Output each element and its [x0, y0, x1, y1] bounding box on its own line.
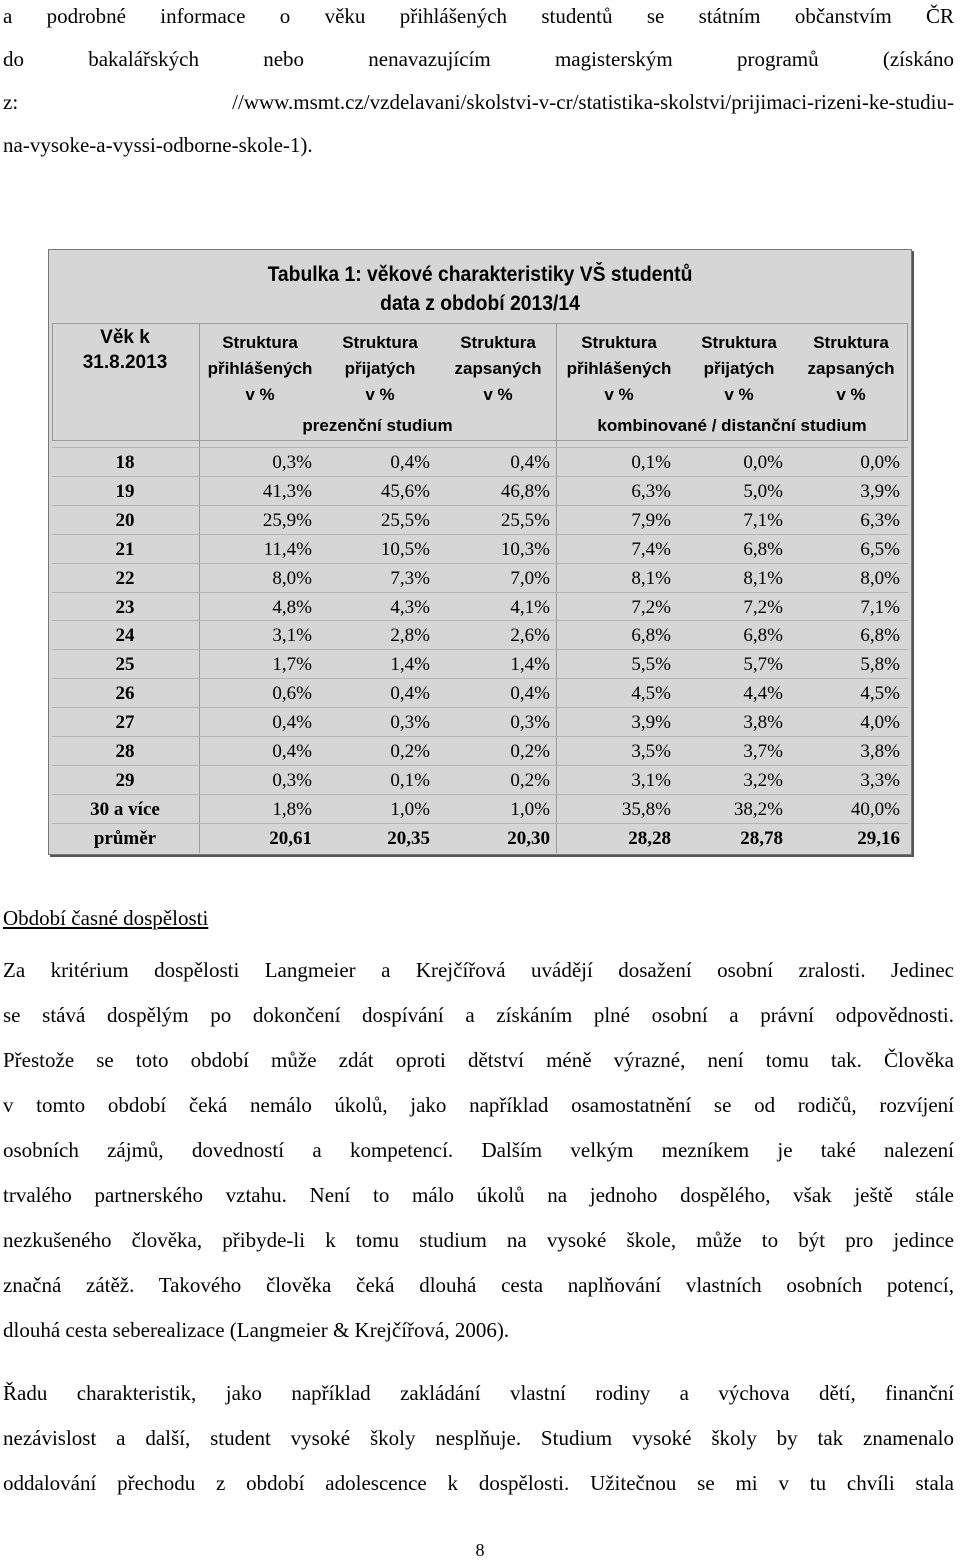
- value-cell: 5,8%: [860, 654, 900, 676]
- value-cell: 46,8%: [500, 480, 550, 502]
- value-cell: 3,8%: [860, 741, 900, 762]
- value-cell: 7,2%: [631, 596, 671, 618]
- age-cell: 28: [115, 741, 135, 762]
- value-cell: 38,2%: [733, 798, 783, 820]
- value-cell: 4,0%: [860, 712, 900, 734]
- value-cell: 35,8%: [621, 798, 671, 820]
- value-cell: 11,4%: [263, 538, 312, 560]
- value-cell: 0,6%: [272, 683, 312, 705]
- value-cell: 25,5%: [500, 509, 550, 531]
- value-cell: 4,3%: [390, 596, 430, 618]
- value-cell: 20,30: [507, 827, 550, 849]
- table-row: [52, 593, 908, 622]
- table-row: [52, 650, 908, 679]
- paragraph2-line: Řadu charakteristik, jako například zakládání vlastní rodiny a výchova dětí, finanční: [3, 1381, 954, 1405]
- value-cell: 0,1%: [390, 769, 430, 791]
- value-cell: 6,8%: [860, 625, 900, 647]
- value-cell: 3,9%: [860, 480, 900, 502]
- paragraph2-line: nezávislost a další, student vysoké školy nesplňuje. Studium vysoké školy by tak znamenalo: [3, 1426, 954, 1450]
- value-cell: 0,4%: [390, 452, 430, 473]
- table-row: [52, 448, 908, 477]
- value-cell: 25,9%: [262, 509, 312, 531]
- value-cell: 8,1%: [631, 567, 671, 589]
- age-statistics-table: [48, 249, 912, 855]
- paragraph1-line: trvalého partnerského vztahu. Není to málo úkolů na jednoho dospělého, však ještě stále: [3, 1183, 954, 1207]
- value-cell: 0,3%: [272, 769, 312, 791]
- value-cell: 28,78: [740, 827, 783, 849]
- value-cell: 1,4%: [510, 654, 550, 676]
- value-cell: 6,8%: [631, 625, 671, 647]
- value-cell: 3,8%: [743, 712, 783, 734]
- value-cell: 2,8%: [390, 625, 430, 647]
- value-cell: 7,0%: [510, 567, 550, 589]
- value-cell: 4,1%: [510, 596, 550, 618]
- table-row: [52, 737, 908, 766]
- paragraph1-line: značná zátěž. Takového člověka čeká dlouhá cesta naplňování vlastních osobních potencí,: [3, 1273, 954, 1297]
- group-label-fulltime: prezenční studium: [302, 416, 453, 435]
- value-cell: 3,1%: [272, 625, 312, 647]
- table-row: [52, 621, 908, 650]
- age-cell: 20: [115, 509, 135, 531]
- table-row: [52, 506, 908, 535]
- value-cell: 5,0%: [743, 480, 783, 502]
- table-row: [52, 795, 908, 824]
- column-header-applied-fulltime: Struktura přihlášených v %: [207, 333, 313, 404]
- age-cell: 18: [115, 452, 135, 473]
- table-row: [52, 824, 908, 853]
- value-cell: 0,4%: [390, 683, 430, 705]
- page-number: 8: [475, 1540, 485, 1560]
- age-column-header: [52, 325, 198, 375]
- table-row: [52, 766, 908, 795]
- value-cell: 8,0%: [272, 567, 312, 589]
- value-cell: 0,0%: [860, 452, 900, 473]
- value-cell: 41,3%: [262, 480, 312, 502]
- value-cell: 25,5%: [380, 509, 430, 531]
- value-cell: 0,1%: [631, 452, 671, 473]
- column-header-applied-combined: Struktura přihlášených v %: [566, 333, 672, 404]
- table-row: [52, 477, 908, 506]
- paragraph1-line: Za kritérium dospělosti Langmeier a Krejčířová uvádějí dosažení osobní zralosti. Jedinec: [3, 958, 954, 982]
- table-row: [52, 708, 908, 737]
- value-cell: 0,0%: [743, 452, 783, 473]
- paragraph1-line: nezkušeného člověka, přibyde-li k tomu studium na vysoké škole, může to být pro jedince: [3, 1228, 954, 1252]
- table-row: [52, 535, 908, 564]
- value-cell: 4,4%: [743, 683, 783, 705]
- paragraph1-line: se stává dospělým po dokončení dospívání a získáním plné osobní a právní odpovědnosti.: [3, 1003, 954, 1027]
- value-cell: 0,4%: [510, 452, 550, 473]
- age-cell: 23: [115, 596, 135, 618]
- value-cell: 7,2%: [743, 596, 783, 618]
- value-cell: 3,1%: [631, 769, 671, 791]
- value-cell: 3,5%: [631, 741, 671, 762]
- age-cell: 19: [115, 480, 135, 502]
- column-header-enrolled-combined: Struktura zapsaných v %: [807, 333, 895, 404]
- table-caption-subtitle: data z období 2013/14: [380, 292, 580, 315]
- value-cell: 20,35: [387, 827, 430, 849]
- value-cell: 3,2%: [743, 769, 783, 791]
- value-cell: 4,8%: [272, 596, 312, 618]
- value-cell: 5,5%: [631, 654, 671, 676]
- value-cell: 45,6%: [380, 480, 430, 502]
- table-row: [52, 564, 908, 593]
- value-cell: 6,3%: [631, 480, 671, 502]
- value-cell: 0,4%: [272, 712, 312, 734]
- value-cell: 1,0%: [390, 798, 430, 820]
- age-cell: 21: [115, 538, 135, 560]
- paragraph2-line: oddalování přechodu z období adolescence k dospělosti. Užitečnou se mi v tu chvíli stala: [3, 1471, 954, 1495]
- paragraph1-line: osobních zájmů, dovedností a kompetencí. Dalším velkým mezníkem je také nalezení: [3, 1138, 954, 1162]
- value-cell: 3,3%: [860, 769, 900, 791]
- age-cell: 29: [115, 769, 135, 791]
- paragraph1-line: dlouhá cesta seberealizace (Langmeier & Krejčířová, 2006).: [3, 1318, 510, 1342]
- value-cell: 7,1%: [860, 596, 900, 618]
- value-cell: 1,7%: [272, 654, 312, 676]
- value-cell: 7,4%: [631, 538, 671, 560]
- value-cell: 0,2%: [510, 741, 550, 762]
- value-cell: 0,3%: [272, 452, 312, 473]
- table-caption-title: Tabulka 1: věkové charakteristiky VŠ studentů: [267, 263, 693, 286]
- column-header-accepted-fulltime: Struktura přijatých v %: [342, 333, 418, 404]
- value-cell: 1,8%: [272, 798, 312, 820]
- section-heading: Období časné dospělosti: [3, 906, 209, 930]
- intro-line-4: na-vysoke-a-vyssi-odborne-skole-1).: [3, 133, 313, 157]
- value-cell: 29,16: [857, 827, 900, 849]
- column-header-enrolled-fulltime: Struktura zapsaných v %: [454, 333, 542, 404]
- value-cell: 0,2%: [510, 769, 550, 791]
- value-cell: 7,3%: [390, 567, 430, 589]
- value-cell: 0,4%: [272, 741, 312, 762]
- age-cell: 22: [115, 567, 135, 589]
- age-header-line2: 31.8.2013: [82, 352, 168, 373]
- age-header-line1: Věk k: [100, 327, 150, 348]
- value-cell: 1,4%: [390, 654, 430, 676]
- age-cell: 27: [115, 712, 135, 734]
- intro-line-1: a podrobné informace o věku přihlášených studentů se státním občanstvím ČR: [3, 4, 954, 28]
- age-cell: 25: [115, 654, 135, 676]
- age-cell: 30 a více: [90, 798, 160, 820]
- value-cell: 7,9%: [631, 509, 671, 531]
- group-label-combined: kombinované / distanční studium: [597, 416, 867, 435]
- value-cell: 3,7%: [743, 741, 783, 762]
- table-row: [52, 679, 908, 708]
- paragraph1-line: v tomto období čeká nemálo úkolů, jako například osamostatnění se od rodičů, rozvíjení: [3, 1093, 954, 1117]
- value-cell: 6,3%: [860, 509, 900, 531]
- value-cell: 7,1%: [743, 509, 783, 531]
- value-cell: 0,3%: [510, 712, 550, 734]
- value-cell: 2,6%: [510, 625, 550, 647]
- value-cell: 28,28: [628, 827, 671, 849]
- value-cell: 8,1%: [743, 567, 783, 589]
- intro-line-2: do bakalářských nebo nenavazujícím magisterským programů (získáno: [3, 47, 954, 71]
- value-cell: 6,8%: [743, 625, 783, 647]
- value-cell: 0,3%: [390, 712, 430, 734]
- value-cell: 0,2%: [390, 741, 430, 762]
- age-cell: průměr: [93, 827, 157, 849]
- paragraph1-line: Přestože se toto období může zdát oproti dětství méně výrazné, není tomu tak. Člověka: [3, 1048, 954, 1072]
- value-cell: 8,0%: [860, 567, 900, 589]
- value-cell: 10,5%: [380, 538, 430, 560]
- value-cell: 40,0%: [850, 798, 900, 820]
- intro-line-3: z: //www.msmt.cz/vzdelavani/skolstvi-v-cr/statistika-skolstvi/prijimaci-rizeni-ke-studiu-: [3, 90, 954, 114]
- value-cell: 5,7%: [743, 654, 783, 676]
- value-cell: 6,8%: [743, 538, 783, 560]
- value-cell: 4,5%: [860, 683, 900, 705]
- value-cell: 3,9%: [631, 712, 671, 734]
- column-header-accepted-combined: Struktura přijatých v %: [701, 333, 777, 404]
- age-cell: 24: [115, 625, 135, 647]
- value-cell: 10,3%: [500, 538, 550, 560]
- value-cell: 6,5%: [860, 538, 900, 560]
- value-cell: 1,0%: [510, 798, 550, 820]
- value-cell: 0,4%: [510, 683, 550, 705]
- value-cell: 20,61: [269, 827, 312, 849]
- value-cell: 4,5%: [631, 683, 671, 705]
- age-cell: 26: [115, 683, 135, 705]
